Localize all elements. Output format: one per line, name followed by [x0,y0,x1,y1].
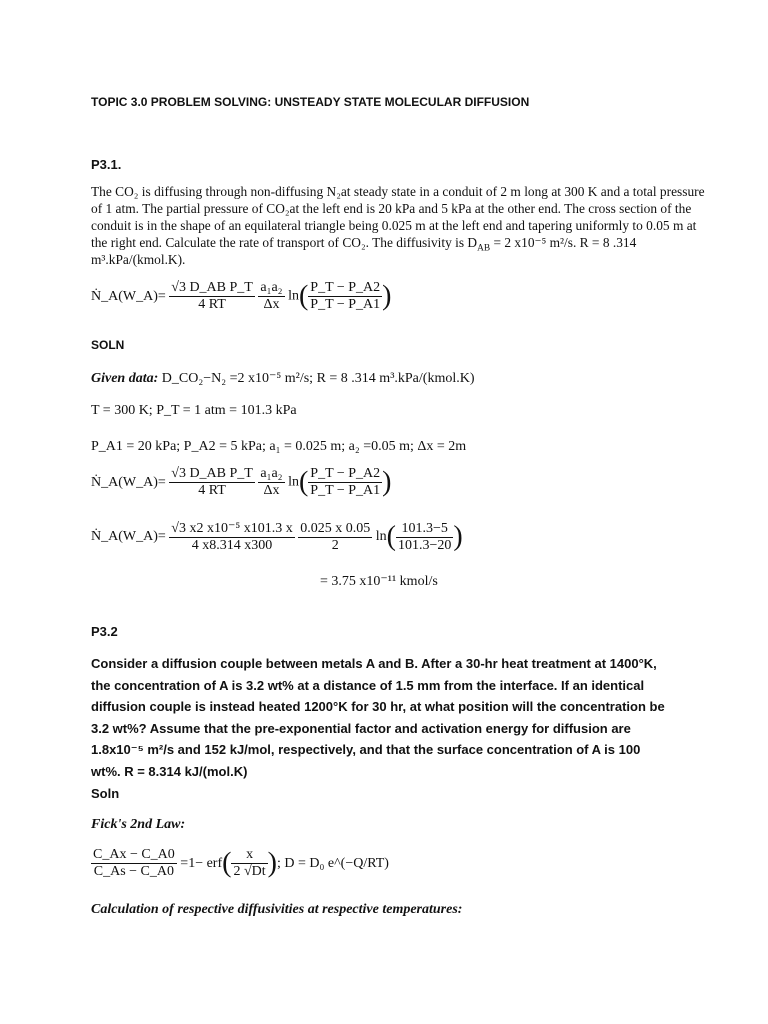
result-value: = 3.75 x10⁻¹¹ kmol/s [320,574,438,589]
given-partial-pressures: P_A1 = 20 kPa; P_A2 = 5 kPa; a₁ = 0.025 m; a₂ =0.05 m; Δx = 2m [91,439,467,454]
calculation-heading: Calculation of respective diffusivities at respective temperatures: [91,902,463,917]
flux-formula-repeat: Ṅ_A(W_A)= $\frac{\text{√3 D\_AB P\_T}}{4 RT}$ $\frac{\text{a₁a₂}}{\Delta x}$ ln( $\frac{P\_T - P\_A2}{P\_T - P\_A1}$ ) [91,466,392,498]
page-title: TOPIC 3.0 PROBLEM SOLVING: UNSTEADY STATE MOLECULAR DIFFUSION [91,95,530,109]
problem-text-p3-2: Consider a diffusion couple between metals A and B. After a 30-hr heat treatment at 1400°K, the concentration of A is 3.2 wt% at a distance of 1.5 mm from the interface. If an identical diffusion couple is instead heated 1200°K for 30 hr, at what position will the concentration be 3.2 wt%? Assume that the pre-exponential factor and activation energy for diffusion are 1.8x10⁻⁵ m²/s and 152 kJ/mol, respectively, and that the surface concentration of A is 100 wt%. R = 8.314 kJ/(mol.K) [91,656,665,779]
problem-text-p3-1: The CO₂ is diffusing through non-diffusing N₂at steady state in a conduit of 2 m long at 300 K and a total pressure of 1 atm. The partial pressure of CO₂at the left end is 20 kPa and 5 kPa at the other end. The cross section of the conduit is in the shape of an equilateral triangle being 0.025 m at the left end and tapering uniformly to 0.05 m at the right end. Calculate the rate of transport of CO₂. The diffusivity is $D_{AB} = 2$ x10⁻⁵ m²/s. R = 8 .314 m³.kPa/(kmol.K). [91,184,705,267]
problem-heading-p3-2: P3.2 [91,624,118,639]
given-data: Given data: D_CO₂−N₂ =2 x10⁻⁵ m²/s; R = 8 .314 m³.kPa/(kmol.K) [91,371,475,386]
soln-label: SOLN [91,338,125,352]
soln-label-p3-2: Soln [91,786,120,801]
problem-heading-p3-1: P3.1. [91,157,122,172]
given-temperature-pressure: T = 300 K; P_T = 1 atm = 101.3 kPa [91,403,297,418]
ficks-law-label: Fick's 2nd Law: [91,817,186,832]
flux-formula: Ṅ_A(W_A)= $\frac{\text{√3 D\_AB P\_T}}{4 RT}$ $\frac{\text{a₁a₂}}{\Delta x}$ ln( $\frac{P\_T - P\_A2}{P\_T - P\_A1}$ ) [91,280,392,312]
ficks-law-formula: $\frac{C\_Ax - C\_A0}{C\_As - C\_A0}$ =1− erf( $\frac{x}{2 √Dt}$ ); D = D₀ e^(−Q/RT) [93,847,389,879]
flux-substitution: Ṅ_A(W_A)= $\frac{\text{√3 x2 x10⁻⁵ x101.3 x}}{4 x8.314 x300}$ $\frac{0.025 x 0.05}{2}$ ln( $\frac{101.3-5}{101.3-20}$ ) [91,520,463,553]
